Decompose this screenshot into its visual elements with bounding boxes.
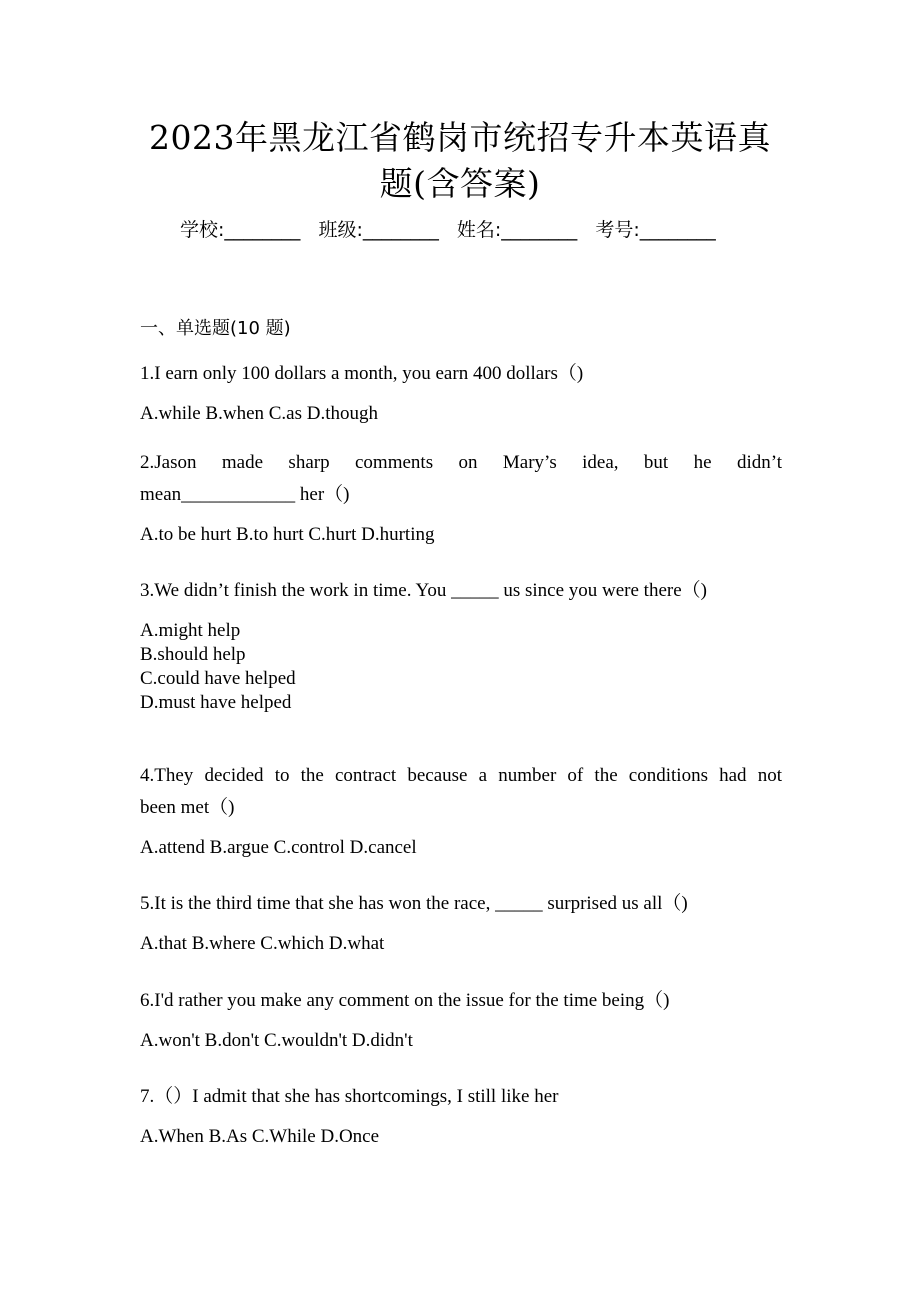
document-title-line-1: 2023年黑龙江省鹤岗市统招专升本英语真	[149, 118, 771, 157]
document-title-line-2: 题(含答案)	[379, 164, 541, 203]
school-field: 学校:________	[180, 219, 301, 241]
question-4-stem-line-1: 4.They decided to the contract because a number of the conditions had not	[140, 765, 782, 786]
question-1-options: A.while B.when C.as D.though	[140, 403, 379, 424]
exam-number-field: 考号:________	[595, 219, 716, 241]
question-2-options: A.to be hurt B.to hurt C.hurt D.hurting	[140, 524, 435, 545]
question-3-option-b: B.should help	[140, 644, 246, 665]
question-7-options: A.When B.As C.While D.Once	[140, 1126, 380, 1147]
name-field: 姓名:________	[456, 219, 578, 241]
section-heading: 一、单选题(10 题)	[140, 318, 291, 339]
question-4-options: A.attend B.argue C.control D.cancel	[140, 837, 417, 858]
question-4-stem-line-2: been met（)	[140, 797, 235, 818]
question-2-stem-line-1: 2.Jason made sharp comments on Mary’s idea, but he didn’t	[140, 452, 782, 473]
question-7-stem: 7.（）I admit that she has shortcomings, I still like her	[140, 1086, 559, 1107]
student-info-row	[180, 216, 780, 244]
question-3-option-a: A.might help	[140, 620, 241, 641]
question-3-option-c: C.could have helped	[140, 668, 296, 689]
question-3-stem: 3.We didn’t finish the work in time. You _____ us since you were there（)	[140, 580, 707, 601]
question-1-stem: 1.I earn only 100 dollars a month, you earn 400 dollars（)	[140, 363, 584, 384]
question-5-options: A.that B.where C.which D.what	[140, 933, 385, 954]
question-3-option-d: D.must have helped	[140, 692, 292, 713]
question-2-stem-line-2: mean____________ her（)	[140, 484, 350, 505]
question-6-options: A.won't B.don't C.wouldn't D.didn't	[140, 1030, 413, 1051]
class-field: 班级:________	[318, 219, 439, 241]
question-5-stem: 5.It is the third time that she has won the race, _____ surprised us all（)	[140, 893, 688, 914]
question-6-stem: 6.I'd rather you make any comment on the issue for the time being（)	[140, 990, 670, 1011]
